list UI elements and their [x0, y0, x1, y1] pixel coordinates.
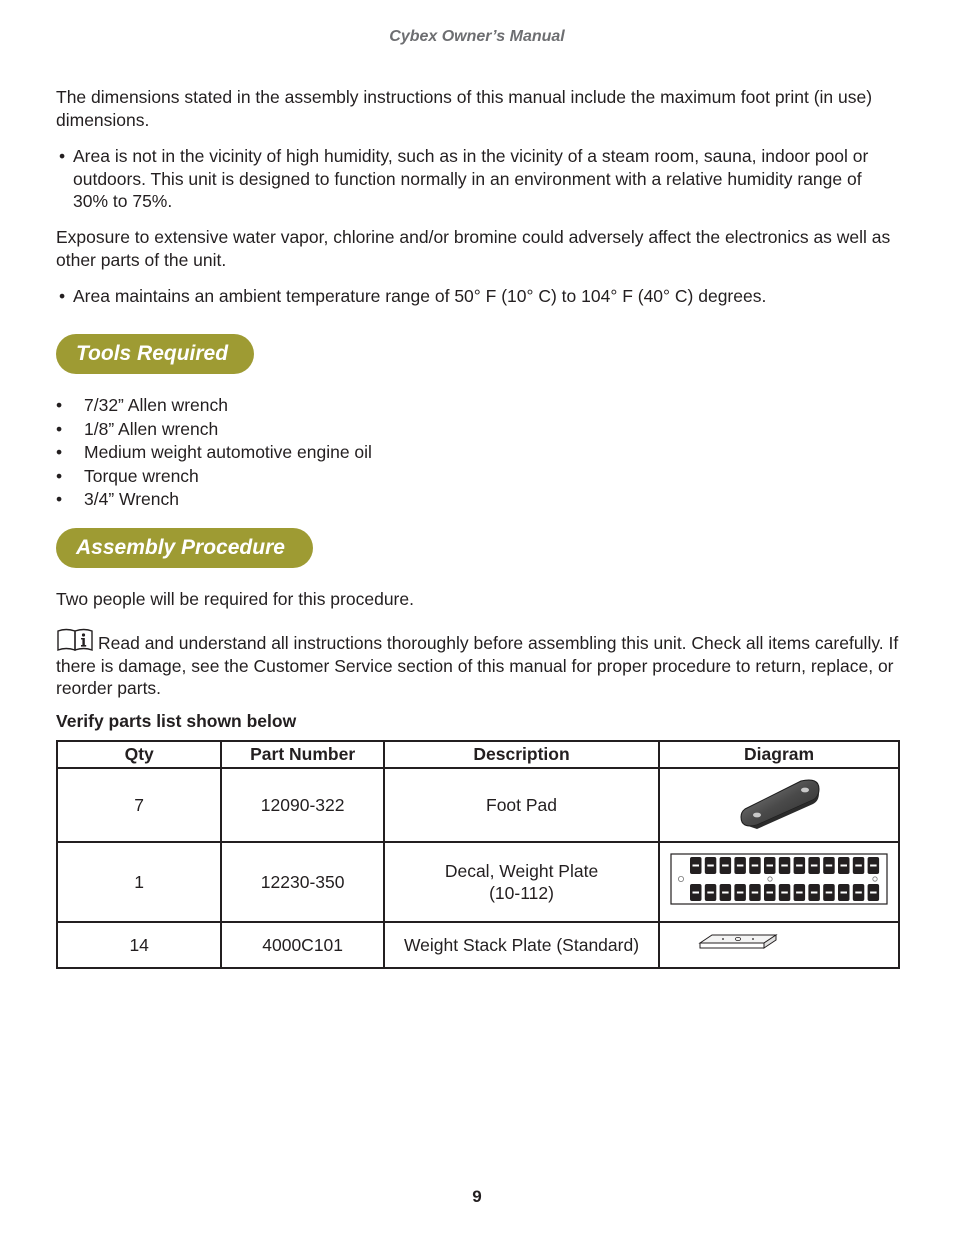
decal-chip-mark — [855, 892, 862, 894]
list-item-text: 7/32” Allen wrench — [84, 395, 228, 415]
table-row — [57, 768, 899, 842]
decal-chip-mark — [870, 865, 877, 867]
decal-chip-mark — [707, 892, 714, 894]
foot-pad-icon — [729, 773, 829, 831]
weight-plate-icon — [698, 931, 778, 953]
intro-paragraph: The dimensions stated in the assembly instructions of this manual include the maximum foot print (in use) dimensions. — [56, 87, 873, 130]
list-item — [56, 488, 372, 512]
decal-chip-mark — [693, 865, 700, 867]
bullet-dot: • — [59, 286, 66, 306]
verify-parts-heading: Verify parts list shown below — [56, 711, 297, 731]
decal-chip-mark — [693, 892, 700, 894]
tools-required-heading — [56, 334, 254, 374]
table-row — [57, 842, 899, 922]
tools-list — [56, 394, 372, 512]
decal-chip-mark — [796, 865, 803, 867]
decal-chip-mark — [767, 892, 774, 894]
decal-sheet-icon — [670, 853, 888, 905]
decal-chip-mark — [841, 892, 848, 894]
bullet-dot: • — [56, 489, 63, 509]
exposure-paragraph: Exposure to extensive water vapor, chlorine and/or bromine could adversely affect the electronics as well as other parts of the unit. — [56, 227, 891, 270]
decal-chip-mark — [752, 865, 759, 867]
col-header-part-number: Part Number — [221, 741, 384, 768]
running-header: Cybex Owner’s Manual — [389, 28, 565, 45]
list-item-text: Medium weight automotive engine oil — [84, 442, 372, 462]
bullet-dot: • — [56, 395, 63, 415]
decal-chip-mark — [707, 865, 714, 867]
list-item — [56, 465, 372, 489]
decal-chip-mark — [811, 892, 818, 894]
decal-chip-mark — [826, 865, 833, 867]
decal-chip-mark — [781, 865, 788, 867]
bullet-dot: • — [59, 146, 66, 166]
instructions-paragraph — [56, 628, 901, 700]
list-item-text: Torque wrench — [84, 465, 199, 486]
diagram-cell — [659, 842, 899, 922]
decal-chip-mark — [841, 865, 848, 867]
table-row — [57, 922, 899, 968]
heading-text: Tools Required — [76, 342, 229, 365]
decal-chip-mark — [870, 892, 877, 894]
decal-chip-mark — [767, 865, 774, 867]
part-number-cell: 4000C101 — [221, 922, 384, 968]
col-header-diagram: Diagram — [659, 741, 899, 768]
qty-cell: 14 — [57, 922, 221, 968]
col-header-qty: Qty — [57, 741, 221, 768]
parts-table — [56, 740, 900, 969]
diagram-cell — [659, 768, 899, 842]
bullet-dot: • — [56, 418, 63, 439]
part-number-cell: 12090-322 — [221, 768, 384, 842]
part-number-cell: 12230-350 — [221, 842, 384, 922]
table-header-row — [57, 741, 899, 768]
people-paragraph: Two people will be required for this procedure. — [56, 589, 414, 609]
list-item — [56, 418, 372, 442]
decal-chip-mark — [752, 892, 759, 894]
assembly-procedure-heading — [56, 528, 313, 568]
qty-cell: 1 — [57, 842, 221, 922]
bullet-text: Area maintains an ambient temperature range of 50° F (10° C) to 104° F (40° C) degrees. — [73, 286, 767, 306]
heading-text: Assembly Procedure — [76, 536, 285, 559]
bullet-dot: • — [56, 465, 63, 486]
page-number: 9 — [472, 1187, 482, 1206]
diagram-cell — [659, 922, 899, 968]
decal-chip-mark — [781, 892, 788, 894]
instructions-text: Read and understand all instructions thoroughly before assembling this unit. Check all items carefully. If there is damage, see the Customer Service section of this manual for proper procedure to return, replace, or reorder parts. — [56, 633, 899, 698]
list-item — [56, 394, 372, 418]
decal-chip-mark — [737, 892, 744, 894]
description-cell: Foot Pad — [384, 768, 659, 842]
qty-cell: 7 — [57, 768, 221, 842]
decal-chip-mark — [855, 865, 862, 867]
list-item — [56, 441, 372, 465]
decal-chip-mark — [722, 892, 729, 894]
list-item-text: 3/4” Wrench — [84, 489, 179, 509]
decal-chip-mark — [722, 865, 729, 867]
decal-chip-mark — [811, 865, 818, 867]
decal-chip-mark — [826, 892, 833, 894]
bullet-dot: • — [56, 442, 63, 462]
bullet-text: Area is not in the vicinity of high humidity, such as in the vicinity of a steam room, sauna, indoor pool or outdoors. This unit is designed to function normally in an environment with a relative humidity range of 30% to 75%. — [73, 146, 869, 211]
humidity-bullet — [56, 145, 901, 213]
description-cell: Decal, Weight Plate (10-112) — [384, 842, 659, 922]
decal-chip-mark — [737, 865, 744, 867]
col-header-description: Description — [384, 741, 659, 768]
description-cell: Weight Stack Plate (Standard) — [384, 922, 659, 968]
list-item-text: 1/8” Allen wrench — [84, 418, 219, 439]
decal-chip-mark — [796, 892, 803, 894]
temperature-bullet — [56, 285, 901, 308]
book-info-icon — [56, 628, 94, 652]
